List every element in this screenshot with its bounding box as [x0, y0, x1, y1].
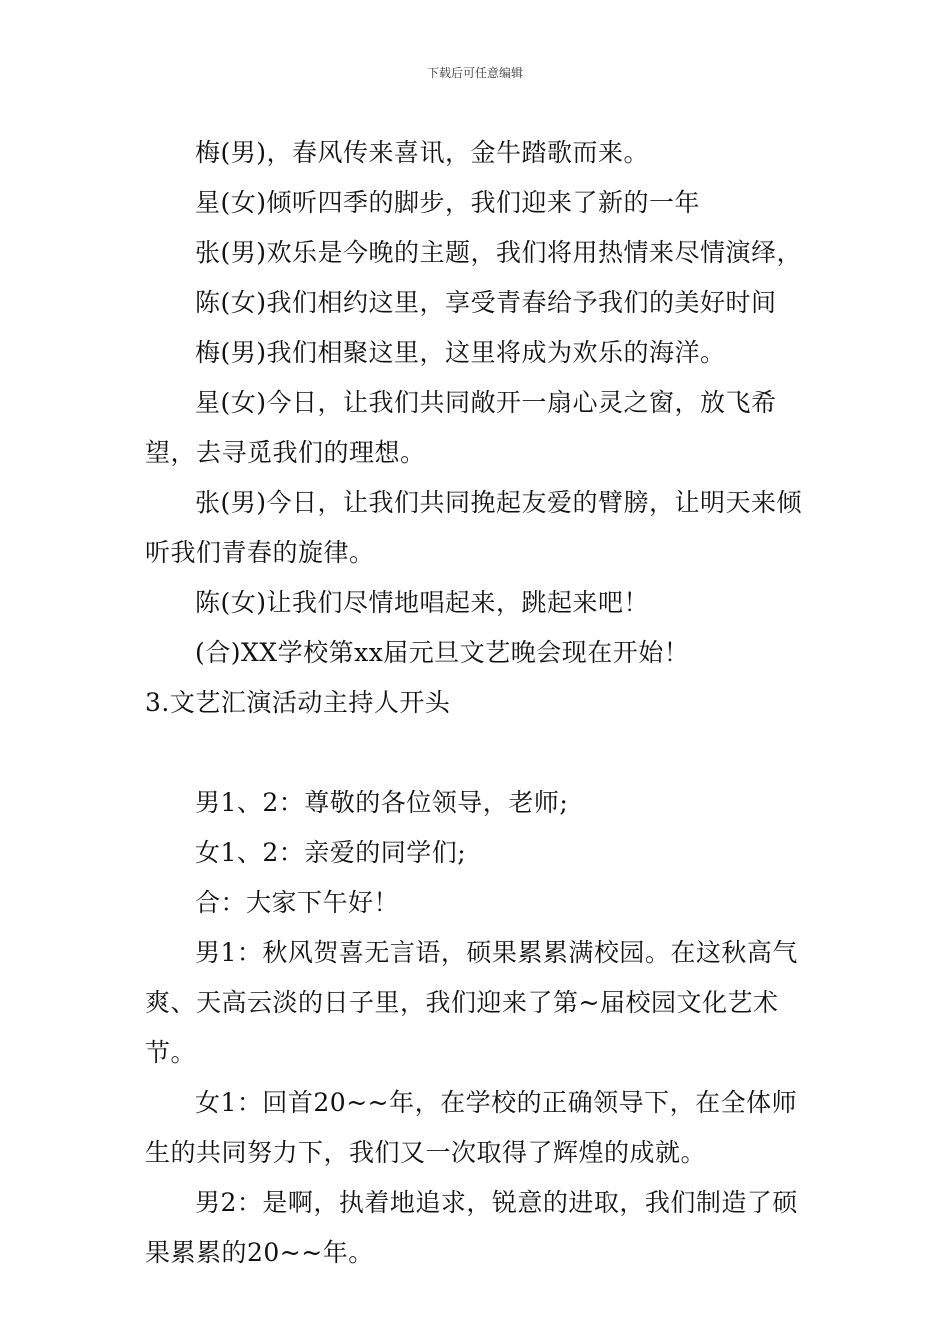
paragraph: 陈(女)我们相约这里，享受青春给予我们的美好时间: [195, 288, 777, 317]
paragraph: 女1、2：亲爱的同学们;: [195, 838, 467, 867]
paragraph: 张(男)今日，让我们共同挽起友爱的臂膀，让明天来倾听我们青春的旋律。: [145, 488, 803, 567]
paragraph: 星(女)倾听四季的脚步，我们迎来了新的一年: [195, 188, 701, 217]
paragraph: 合：大家下午好！: [195, 888, 400, 917]
paragraph: 陈(女)让我们尽情地唱起来，跳起来吧！: [195, 588, 650, 617]
download-note: 下载后可任意编辑: [426, 66, 523, 80]
paragraph: 梅(男)，春风传来喜讯，金牛踏歌而来。: [195, 138, 650, 167]
blank-line: [145, 728, 810, 778]
paragraph: 男2：是啊，执着地追求，锐意的进取，我们制造了硕果累累的20~~年。: [145, 1188, 798, 1267]
paragraph: (合)XX学校第xx届元旦文艺晚会现在开始！: [195, 638, 690, 667]
paragraph: 梅(男)我们相聚这里，这里将成为欢乐的海洋。: [195, 338, 726, 367]
document-body: [145, 128, 810, 1278]
paragraph: 星(女)今日，让我们共同敞开一扇心灵之窗，放飞希望，去寻觅我们的理想。: [145, 388, 777, 467]
section-heading: 3.文艺汇演活动主持人开头: [145, 688, 451, 717]
paragraph: 张(男)欢乐是今晚的主题，我们将用热情来尽情演绎，: [195, 238, 803, 267]
paragraph: 男1、2：尊敬的各位领导，老师;: [195, 788, 569, 817]
paragraph: 男1：秋风贺喜无言语，硕果累累满校园。在这秋高气爽、天高云淡的日子里，我们迎来了第~届校园文化艺术节。: [145, 938, 798, 1067]
paragraph: 女1：回首20~~年，在学校的正确领导下，在全体师生的共同努力下，我们又一次取得了辉煌的成就。: [145, 1088, 798, 1167]
